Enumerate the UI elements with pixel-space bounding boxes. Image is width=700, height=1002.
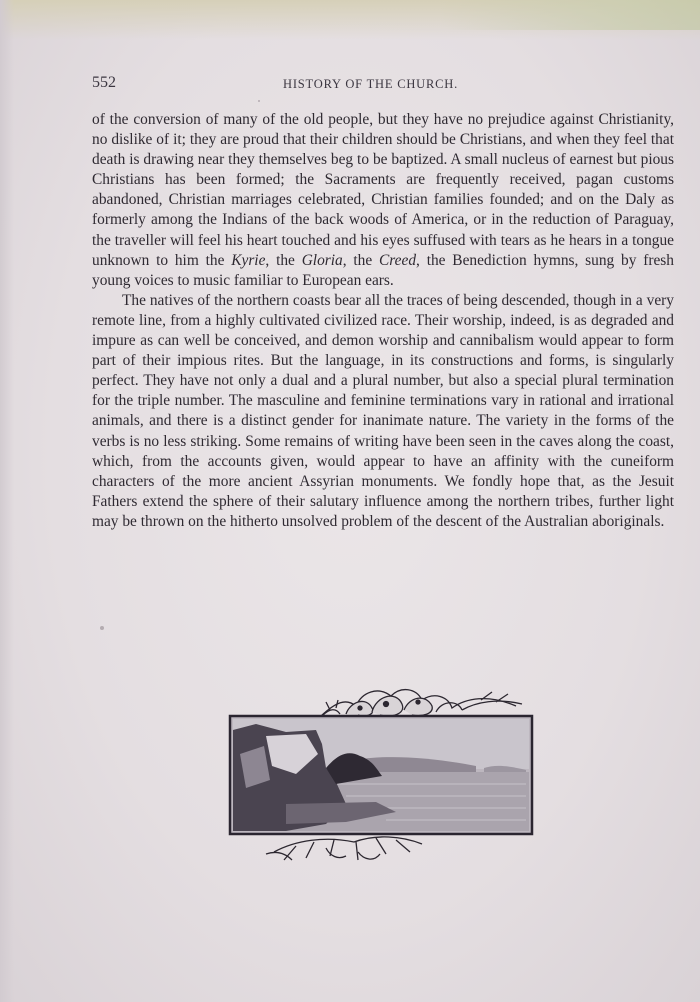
foliage-ornament bbox=[266, 837, 422, 860]
separator-1: , the bbox=[265, 251, 302, 269]
body-text bbox=[92, 110, 674, 532]
page-gutter-shading bbox=[0, 0, 14, 1002]
coastal-vignette-illustration bbox=[226, 684, 536, 870]
paragraph-1-part-2: , the Benediction hymns, sung by fresh young voices to music familiar to European ears. bbox=[92, 251, 674, 289]
paragraph-2: The natives of the northern coasts bear all the traces of being descended, though in a very remote line, from a highly cultivated civilized race. Their worship, indeed, is as degraded and impure as can well be conceived, and demon worship and cannibalism would appear to form part of their impious rites. But the language, in its constructions and forms, is singularly perfect. They have not only a dual and a plural number, but also a special plural termination for the triple number. The masculine and feminine terminations vary in rational and irrational animals, and there is a distinct gender for inanimate nature. The variety in the forms of the verbs is no less striking. Some remains of writing have been seen in the caves along the coast, which, from the accounts given, would appear to have an affinity with the cuneiform characters of the more ancient Assyrian monuments. We fondly hope that, as the Jesuit Fathers extend the sphere of their salutary influence among the northern tribes, further light may be thrown on the hitherto unsolved problem of the descent of the Australian aboriginals. bbox=[92, 291, 674, 530]
floral-crest-ornament bbox=[321, 690, 522, 716]
gloria-word: Gloria bbox=[301, 251, 343, 269]
paper-speck bbox=[100, 626, 104, 630]
running-title: HISTORY OF THE CHURCH. bbox=[283, 77, 459, 91]
paragraph-1-part-1: of the conversion of many of the old people, but they have no prejudice against Christianity, no dislike of it; they are proud that their children should be Christians, and when they feel that death is drawing near they themselves beg to be baptized. A small nucleus of earnest but pious Christians has been formed; the Sacraments are frequently received, pagan customs abandoned, Christian marriages celebrated, Christian families founded; and on the Daly as formerly among the Indians of the back woods of America, or in the reduction of Paraguay, the traveller will feel his heart touched and his eyes suffused with tears as he hears in a tongue unknown to him the bbox=[92, 111, 674, 269]
creed-word: Creed bbox=[379, 251, 417, 269]
separator-2: , the bbox=[342, 251, 379, 269]
paragraph-1 bbox=[92, 110, 674, 291]
page-top-right-shading bbox=[440, 0, 700, 30]
paper-speck bbox=[258, 100, 260, 102]
page-number: 552 bbox=[92, 74, 116, 91]
kyrie-word: Kyrie bbox=[231, 251, 266, 269]
